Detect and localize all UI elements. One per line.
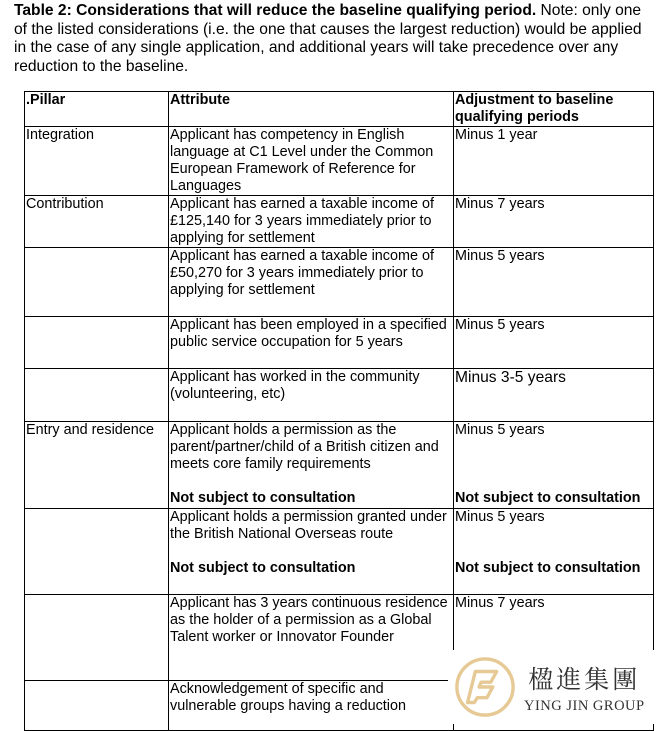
pillar-cell [25,248,169,317]
table-row [25,248,654,317]
attribute-cell: Applicant has worked in the community (volunteering, etc) [169,369,454,422]
pillar-cell: Integration [25,127,169,196]
table-row [25,509,654,595]
table-row [25,422,654,509]
pillar-cell: Contribution [25,196,169,248]
watermark-chinese-name: 楹進集團 [528,664,641,694]
adjustment-cell: Minus 5 years [454,317,654,369]
consultation-note: Not subject to consultation [170,490,356,506]
adjustment-cell: Minus 1 year [454,127,654,196]
adjustment-cell: Minus 7 years [454,196,654,248]
table-row [25,196,654,248]
table-row [25,369,654,422]
pillar-cell [25,681,169,731]
pillar-cell [25,595,169,681]
consultation-note: Not subject to consultation [455,560,641,576]
attribute-cell [169,509,454,595]
pillar-cell [25,369,169,422]
attribute-cell: Applicant has earned a taxable income of £125,140 for 3 years immediately prior to applying for settlement [169,196,454,248]
table-row [25,127,654,196]
attribute-text: Applicant holds a permission as the parent/partner/child of a British citizen and meets core family requirements [170,422,439,472]
pillar-cell [25,317,169,369]
considerations-table [24,91,654,731]
adjustment-cell: Minus 5 years [454,248,654,317]
table-note: Note: only one of the listed considerations (i.e. the one that causes the largest reduction) would be applied in the case of any single application, and additional years will take precedence over any reduction to the baseline. [14,2,642,75]
attribute-cell: Applicant has earned a taxable income of £50,270 for 3 years immediately prior to applying for settlement [169,248,454,317]
attribute-cell: Applicant has competency in English language at C1 Level under the Common European Framework of Reference for Languages [169,127,454,196]
table-caption [14,2,650,76]
consultation-note: Not subject to consultation [170,560,356,576]
pillar-cell: Entry and residence [25,422,169,509]
table-title: Table 2: Considerations that will reduce the baseline qualifying period. [14,2,537,19]
adjustment-cell: Minus 7 years [454,595,654,681]
attribute-cell: Acknowledgement of specific and vulnerable groups having a reduction [169,681,454,731]
adjustment-text: Minus 5 years [455,509,545,525]
watermark-logo [448,650,666,724]
header-attribute: Attribute [169,92,454,127]
adjustment-text: Minus 5 years [455,422,545,438]
yingjin-logo-icon [454,656,516,718]
consultation-note: Not subject to consultation [455,490,641,506]
adjustment-cell [454,509,654,595]
adjustment-cell: Minus 3-5 years [454,369,654,422]
pillar-cell [25,509,169,595]
header-pillar: .Pillar [25,92,169,127]
table-row [25,317,654,369]
adjustment-cell [454,422,654,509]
attribute-cell [169,422,454,509]
attribute-cell: Applicant has been employed in a specified public service occupation for 5 years [169,317,454,369]
attribute-cell: Applicant has 3 years continuous residence as the holder of a permission as a Global Talent worker or Innovator Founder [169,595,454,681]
attribute-text: Applicant holds a permission granted under the British National Overseas route [170,509,447,542]
table-header-row [25,92,654,127]
header-adjustment: Adjustment to baseline qualifying periods [454,92,654,127]
watermark-english-name: YING JIN GROUP [524,697,645,714]
